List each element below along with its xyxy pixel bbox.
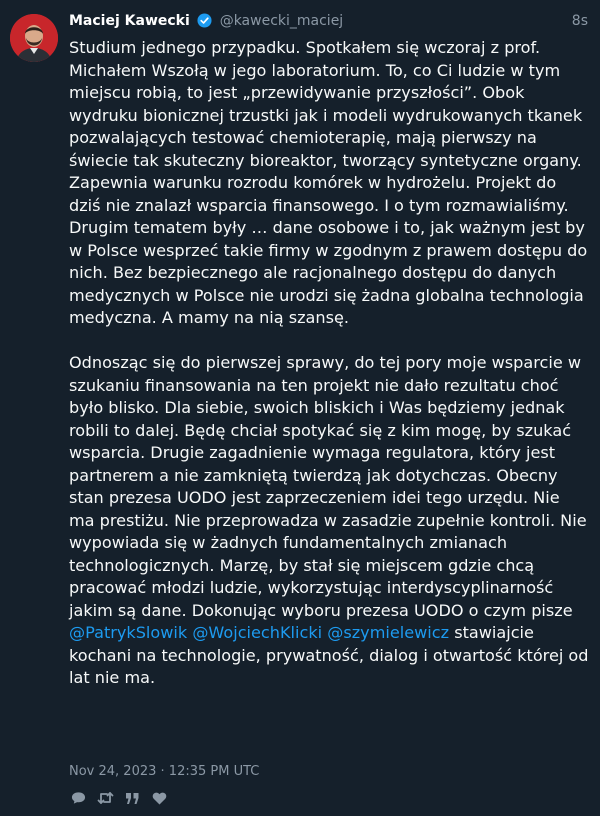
paragraph-2-text: Odnosząc się do pierwszej sprawy, do tej pory moje wsparcie w szukaniu finansowania na ten projekt nie dało rezultatu choć było blisko. Dla siebie, swoich bliskich i Was będziemy jednak robili to dalej. Będę chciał spotykać się z kim mogę, by szukać wsparcia. Drugie zagadnienie wymaga regulatora, który jest partnerem a nie zamkniętą twierdzą jak dotychczas. Obecny stan prezesa UODO jest zaprzeczeniem idei tego urzędu. Nie ma prestiżu. Nie przeprowadza w zasadzie zupełnie kontroli. Nie wypowiada się w żadnych fundamentalnych zmianach technologicznych. Marzę, by stał się miejscem gdzie chcą pracować młodzi ludzie, wykorzystując interdyscyplinarność jakim są dane. Dokonując wyboru prezesa UODO o czym pisze xyxy=(69,353,587,620)
avatar[interactable] xyxy=(10,14,58,62)
mention-wojciechklicki[interactable]: @WojciechKlicki xyxy=(192,623,323,642)
mention-patrykslowik[interactable]: @PatrykSlowik xyxy=(69,623,188,642)
tweet-paragraph-2 xyxy=(69,352,589,690)
tweet-header xyxy=(69,11,588,31)
time-ago[interactable]: 8s xyxy=(571,13,588,29)
retweet-icon[interactable] xyxy=(96,789,114,807)
like-icon[interactable] xyxy=(150,789,168,807)
author-name[interactable]: Maciej Kawecki xyxy=(69,13,190,29)
tweet-timestamp[interactable]: Nov 24, 2023 · 12:35 PM UTC xyxy=(69,764,260,779)
author-handle[interactable]: @kawecki_maciej xyxy=(219,13,344,29)
tweet-paragraph-1: Studium jednego przypadku. Spotkałem się wczoraj z prof. Michałem Wszołą w jego laboratorium. To, co Ci ludzie w tym miejscu robią, to jest „przewidywanie przyszłości”. Obok wydruku bionicznej trzustki jak i modeli wydrukowanych tkanek pozwalających testować chemioterapię, mają pierwszy na świecie tak skuteczny bioreaktor, tworzący syntetyczne organy. Zapewnia warunku rozrodu komórek w hydrożelu. Projekt do dziś nie znalazł wsparcia finansowego. I o tym rozmawialiśmy. Drugim tematem były … dane osobowe i to, jak ważnym jest by w Polsce wesprzeć takie firmy w zgodnym z prawem dostępu do nich. Bez bezpiecznego ale racjonalnego dostępu do danych medycznych w Polsce nie urodzi się żadna globalna technologia medyczna. A mamy na nią szansę. xyxy=(69,38,588,327)
tweet-body xyxy=(69,37,589,690)
mention-szymielewicz[interactable]: @szymielewicz xyxy=(327,623,450,642)
verified-badge-icon xyxy=(197,13,212,34)
tweet-actions xyxy=(69,789,168,807)
paragraph-2-ending: stawiajcie kochani na technologie, prywatność, dialog i otwartość której od lat nie ma. xyxy=(69,623,589,687)
reply-icon[interactable] xyxy=(69,789,87,807)
quote-icon[interactable] xyxy=(123,789,141,807)
